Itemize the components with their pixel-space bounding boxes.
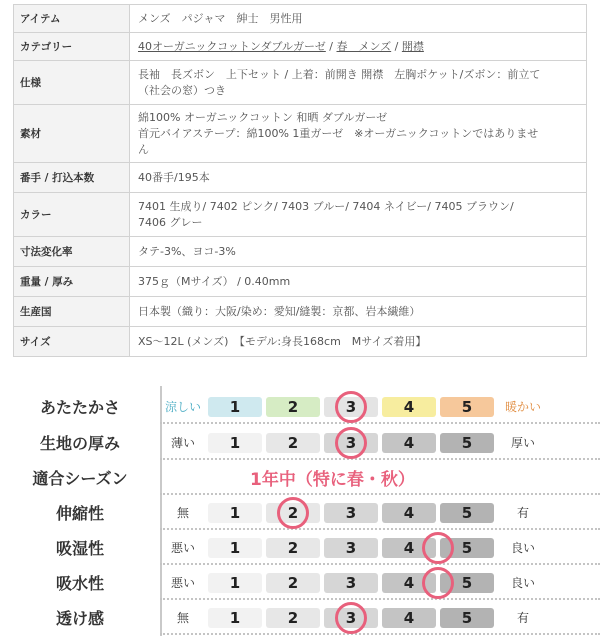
link-separator: / [391, 39, 402, 53]
scale-high-label: 良い [510, 541, 535, 555]
scale-high-label: 有 [516, 506, 529, 520]
spec-row [14, 163, 587, 193]
rating-label: あたたかさ [39, 398, 120, 417]
spec-value [130, 105, 587, 163]
scale-box: 4 [382, 573, 436, 593]
selected-ring [422, 532, 454, 564]
spec-value-line: 長袖 長ズボン 上下セット / 上着：前開き 開襟 左胸ポケット/ズボン：前立て [138, 67, 541, 81]
scale-low-label: 薄い [170, 436, 195, 450]
spec-value-line: 7406 グレー [138, 215, 203, 229]
scale-box: 5 [440, 608, 494, 628]
spec-value-line: メンズ パジャマ 紳士 男性用 [138, 11, 303, 25]
rating-row [0, 603, 600, 635]
scale-low-label: 悪い [170, 541, 195, 555]
spec-value [130, 163, 587, 193]
scale-box: 3 [324, 397, 378, 417]
scale-box: 5 [440, 573, 494, 593]
spec-value [130, 297, 587, 327]
spec-label: カラー [14, 193, 130, 237]
selected-ring [277, 497, 309, 529]
scale-box: 3 [324, 538, 378, 558]
spec-value-line: 7401 生成り/ 7402 ピンク/ 7403 ブルー/ 7404 ネイビー/ 7405 ブラウン/ [138, 199, 514, 213]
spec-row [14, 33, 587, 61]
spec-label: 素材 [14, 105, 130, 163]
spec-row [14, 297, 587, 327]
scale-box: 4 [382, 503, 436, 523]
spec-row [14, 327, 587, 357]
scale-box: 2 [266, 433, 320, 453]
link-separator: / [325, 39, 337, 53]
spec-row [14, 105, 587, 163]
selected-ring [422, 567, 454, 599]
category-link[interactable]: 春 メンズ [336, 39, 392, 53]
spec-value-line: ん [138, 142, 149, 156]
rating-label: 適合シーズン [32, 469, 128, 488]
scale-high-label: 厚い [510, 436, 535, 450]
spec-label: 寸法変化率 [14, 237, 130, 267]
scale-box: 5 [440, 538, 494, 558]
scale-box: 2 [266, 538, 320, 558]
scale-box: 3 [324, 573, 378, 593]
scale-low-label: 無 [176, 611, 189, 625]
rating-chart [0, 386, 600, 636]
row-dotted-line [160, 633, 600, 635]
selected-ring [335, 602, 367, 634]
scale-box: 1 [208, 573, 262, 593]
spec-value [130, 33, 587, 61]
spec-table [13, 4, 587, 357]
spec-row [14, 237, 587, 267]
spec-row [14, 193, 587, 237]
selected-ring [335, 427, 367, 459]
spec-value [130, 5, 587, 33]
row-dotted-line [160, 528, 600, 530]
scale-high-label: 良い [510, 576, 535, 590]
spec-value-line: 首元バイアステープ：綿100% 1重ガーゼ ※オーガニックコットンではありませ [138, 126, 539, 140]
spec-table-body [14, 5, 587, 357]
spec-value [130, 193, 587, 237]
spec-value-line: 375ｇ（Mサイズ） / 0.40mm [138, 274, 291, 288]
scale-box: 3 [324, 503, 378, 523]
rating-label: 透け感 [55, 609, 104, 628]
spec-label: カテゴリー [14, 33, 130, 61]
spec-value-line: （社会の窓）つき [138, 83, 226, 97]
rating-row [0, 568, 600, 600]
row-dotted-line [160, 598, 600, 600]
spec-label: アイテム [14, 5, 130, 33]
scale-low-label: 無 [176, 506, 189, 520]
row-dotted-line [160, 493, 600, 495]
spec-value [130, 237, 587, 267]
spec-value [130, 327, 587, 357]
scale-box: 1 [208, 433, 262, 453]
spec-value-line: 日本製（織り：大阪/染め：愛知/縫製：京都、岩本繊維） [138, 304, 421, 318]
spec-value [130, 61, 587, 105]
scale-box: 1 [208, 503, 262, 523]
scale-box: 2 [266, 573, 320, 593]
spec-value [130, 267, 587, 297]
rating-label: 吸湿性 [55, 539, 104, 558]
scale-box: 3 [324, 608, 378, 628]
spec-label: 番手 / 打込本数 [14, 163, 130, 193]
rating-row [0, 533, 600, 565]
rating-label: 吸水性 [55, 574, 104, 593]
rating-row [0, 428, 600, 460]
scale-box: 4 [382, 608, 436, 628]
scale-box: 5 [440, 503, 494, 523]
scale-low-label: 涼しい [164, 400, 201, 414]
category-link[interactable]: 40オーガニックコットンダブルガーゼ [138, 39, 326, 53]
scale-box: 3 [324, 433, 378, 453]
scale-box: 2 [266, 397, 320, 417]
scale-box: 5 [440, 433, 494, 453]
rating-row [0, 392, 600, 424]
spec-row [14, 61, 587, 105]
scale-box: 1 [208, 397, 262, 417]
scale-high-label: 暖かい [504, 400, 541, 414]
row-dotted-line [160, 563, 600, 565]
spec-row [14, 267, 587, 297]
spec-value-line: XS～12L (メンズ) 【モデル:身長168cm Mサイズ着用】 [138, 334, 427, 348]
selected-ring [335, 391, 367, 423]
scale-box: 4 [382, 538, 436, 558]
spec-value-line: 綿100% オーガニックコットン 和晒 ダブルガーゼ [138, 110, 388, 124]
scale-box: 1 [208, 538, 262, 558]
spec-value-line: タテ-3%、ヨコ-3% [138, 244, 236, 258]
rating-row [0, 498, 600, 530]
row-dotted-line [160, 422, 600, 424]
rating-label: 生地の厚み [39, 434, 120, 453]
spec-label: サイズ [14, 327, 130, 357]
rating-row [0, 463, 600, 495]
scale-box: 1 [208, 608, 262, 628]
spec-value-line: 40番手/195本 [138, 170, 210, 184]
scale-box: 4 [382, 397, 436, 417]
spec-label: 生産国 [14, 297, 130, 327]
row-dotted-line [160, 458, 600, 460]
scale-box: 2 [266, 503, 320, 523]
scale-high-label: 有 [516, 611, 529, 625]
rating-label: 伸縮性 [55, 504, 104, 523]
category-link[interactable]: 開襟 [401, 39, 424, 53]
scale-box: 4 [382, 433, 436, 453]
spec-label: 仕様 [14, 61, 130, 105]
scale-low-label: 悪い [170, 576, 195, 590]
scale-box: 2 [266, 608, 320, 628]
season-value: 1年中（特に春・秋） [250, 470, 415, 490]
spec-label: 重量 / 厚み [14, 267, 130, 297]
spec-row [14, 5, 587, 33]
scale-box: 5 [440, 397, 494, 417]
